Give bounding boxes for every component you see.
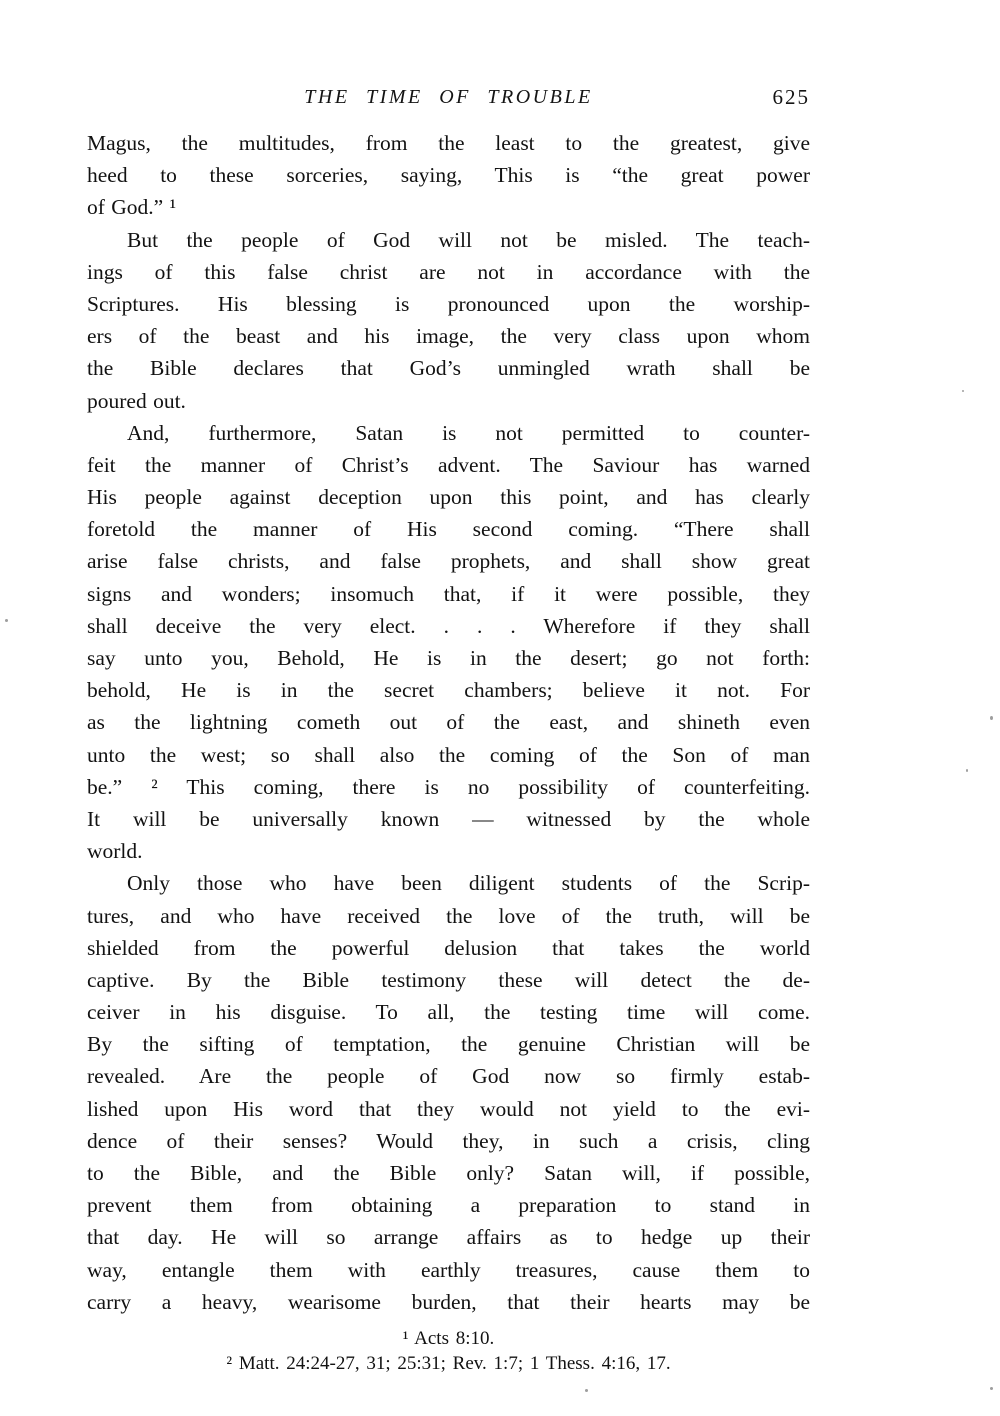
text-line: ings of this false christ are not in accordance with the [87,259,810,284]
footnotes [87,1326,810,1376]
text-line: But the people of God will not be misled. The teach- [127,227,810,252]
text-line: feit the manner of Christ’s advent. The Saviour has warned [87,452,810,477]
text-line: ceiver in his disguise. To all, the testing time will come. [87,1000,810,1025]
text-line: It will be universally known — witnessed by the whole [87,806,810,831]
text-line: of God.” ¹ [87,195,177,220]
text-line: captive. By the Bible testimony these will detect the de- [87,967,810,992]
text-line: dence of their senses? Would they, in such a crisis, cling [87,1128,810,1153]
text-line: revealed. Are the people of God now so firmly estab- [87,1064,810,1089]
text-line: shielded from the powerful delusion that takes the world [87,935,810,960]
text-line: the Bible declares that God’s unmingled wrath shall be [87,356,810,381]
footnote-line: ² Matt. 24:24-27, 31; 25:31; Rev. 1:7; 1 Thess. 4:16, 17. [226,1353,671,1374]
text-line: heed to these sorceries, saying, This is “the great power [87,163,810,188]
text-line: to the Bible, and the Bible only? Satan will, if possible, [87,1161,810,1185]
text-line: carry a heavy, wearisome burden, that their hearts may be [87,1289,810,1314]
scan-speck [585,1389,588,1392]
text-line: unto the west; so shall also the coming of the Son of man [87,742,810,767]
text-line: poured out. [87,388,186,413]
text-line: as the lightning cometh out of the east, and shineth even [87,710,810,735]
footnote-line: ¹ Acts 8:10. [402,1328,495,1349]
scan-speck [5,619,8,622]
text-line: His people against deception upon this point, and has clearly [87,485,810,510]
text-line: foretold the manner of His second coming. “There shall [87,517,810,542]
running-head-title: THE TIME OF TROUBLE [304,86,593,108]
text-line: behold, He is in the secret chambers; believe it not. For [87,678,810,703]
scan-speck [990,1387,993,1390]
text-line: Magus, the multitudes, from the least to the greatest, give [87,131,810,155]
text-line: arise false christs, and false prophets, and shall show great [87,549,810,574]
text-line: Only those who have been diligent students of the Scrip- [127,871,810,896]
text-line: that day. He will so arrange affairs as to hedge up their [87,1225,810,1250]
text-line: say unto you, Behold, He is in the desert; go not forth: [87,646,810,670]
text-line: way, entangle them with earthly treasures, cause them to [87,1257,810,1282]
text-line: world. [87,839,143,864]
scan-speck [990,716,993,720]
text-line: tures, and who have received the love of the truth, will be [87,903,810,928]
page-number: 625 [772,85,810,109]
text-line: prevent them from obtaining a preparation to stand in [87,1193,810,1218]
page-header [87,86,810,112]
scan-speck [962,390,964,392]
text-line: And, furthermore, Satan is not permitted to counter- [127,420,810,445]
text-line: lished upon His word that they would not yield to the evi- [87,1096,810,1121]
text-line: ers of the beast and his image, the very class upon whom [87,324,810,349]
body-text [87,127,810,1318]
text-line: be.” ² This coming, there is no possibility of counterfeiting. [87,774,810,799]
scan-speck [966,769,968,772]
text-line: Scriptures. His blessing is pronounced upon the worship- [87,291,810,316]
text-line: shall deceive the very elect. . . . Wherefore if they shall [87,613,810,638]
text-line: signs and wonders; insomuch that, if it were possible, they [87,581,810,606]
text-line: By the sifting of temptation, the genuine Christian will be [87,1032,810,1057]
